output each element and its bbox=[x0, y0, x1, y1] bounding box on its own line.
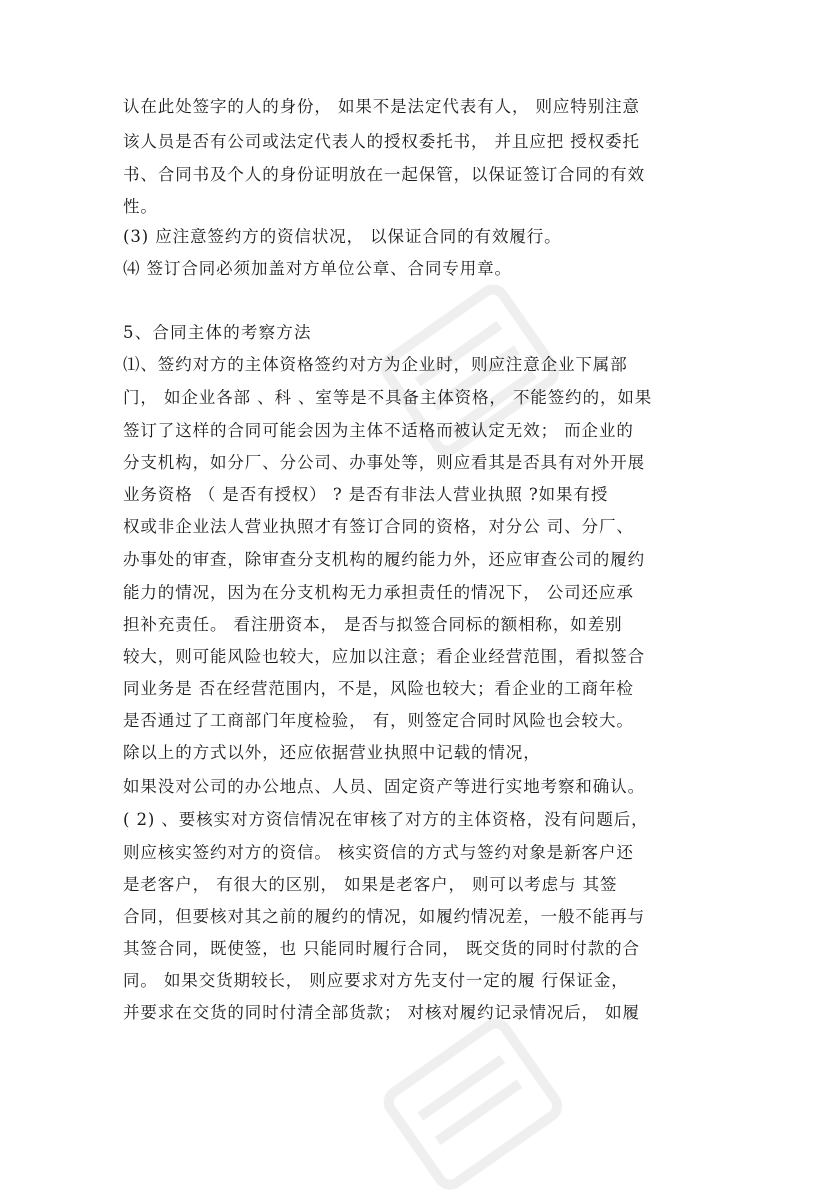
body-line: 门， 如企业各部 、科 、室等是不具备主体资格， 不能签约的，如果 bbox=[123, 388, 653, 407]
body-line: ⑷ 签订合同必须加盖对方单位公章、合同专用章。 bbox=[123, 259, 512, 278]
body-line: 办事处的审查，除审查分支机构的履约能力外，还应审查公司的履约 bbox=[123, 550, 645, 569]
body-line: 则应核实签约对方的资信。 核实资信的方式与签约对象是新客户还 bbox=[123, 843, 634, 862]
body-line: 书、合同书及个人的身份证明放在一起保管，以保证签订合同的有效 bbox=[123, 165, 645, 184]
body-line: ⑴、签约对方的主体资格签约对方为企业时，则应注意企业下属部 bbox=[123, 355, 628, 374]
body-line: 其签合同，既使签，也 只能同时履行合同， 既交货的同时付款的合 bbox=[123, 939, 640, 958]
body-line: (3) 应注意签约方的资信状况， 以保证合同的有效履行。 bbox=[123, 227, 562, 246]
body-line: 权或非企业法人营业执照才有签订合同的资格，对分公 司、分厂、 bbox=[123, 517, 634, 536]
body-line: 如果没对公司的办公地点、人员、固定资产等进行实地考察和确认。 bbox=[123, 777, 645, 796]
body-line: ( 2) 、要核实对方资信情况在审核了对方的主体资格，没有问题后， bbox=[123, 810, 649, 829]
body-line: 性。 bbox=[123, 197, 158, 216]
body-line: 同业务是 否在经营范围内，不是，风险也较大；看企业的工商年检 bbox=[123, 679, 634, 698]
body-line: 担补充责任。 看注册资本， 是否与拟签合同标的额相称，如差别 bbox=[123, 615, 623, 634]
body-line: 并要求在交货的同时付清全部货款； 对核对履约记录情况后， 如履 bbox=[123, 1003, 640, 1022]
body-line: 认在此处签字的人的身份， 如果不是法定代表有人， 则应特别注意 bbox=[123, 97, 640, 116]
body-line: 能力的情况，因为在分支机构无力承担责任的情况下， 公司还应承 bbox=[123, 583, 634, 602]
body-line: 是否通过了工商部门年度检验， 有，则签定合同时风险也会较大。 bbox=[123, 711, 634, 730]
body-line: 签订了这样的合同可能会因为主体不适格而被认定无效； 而企业的 bbox=[123, 421, 634, 440]
body-line: 分支机构，如分厂、分公司、办事处等，则应看其是否具有对外开展 bbox=[123, 453, 645, 472]
body-line: 同。 如果交货期较长， 则应要求对方先支付一定的履 行保证金， bbox=[123, 971, 629, 990]
section-heading: 5、合同主体的考察方法 bbox=[123, 323, 312, 342]
body-line: 该人员是否有公司或法定代表人的授权委托书， 并且应把 授权委托 bbox=[123, 132, 640, 151]
body-line: 较大，则可能风险也较大，应加以注意；看企业经营范围，看拟签合 bbox=[123, 647, 645, 666]
body-line: 合同，但要核对其之前的履约的情况，如履约情况差，一般不能再与 bbox=[123, 907, 645, 926]
body-line: 是老客户， 有很大的区别， 如果是老客户， 则可以考虑与 其签 bbox=[123, 875, 618, 894]
body-line: 除以上的方式以外，还应依据营业执照中记载的情况， bbox=[123, 743, 541, 762]
body-line: 业务资格 （ 是否有授权） ? 是否有非法人营业执照 ?如果有授 bbox=[123, 485, 609, 504]
